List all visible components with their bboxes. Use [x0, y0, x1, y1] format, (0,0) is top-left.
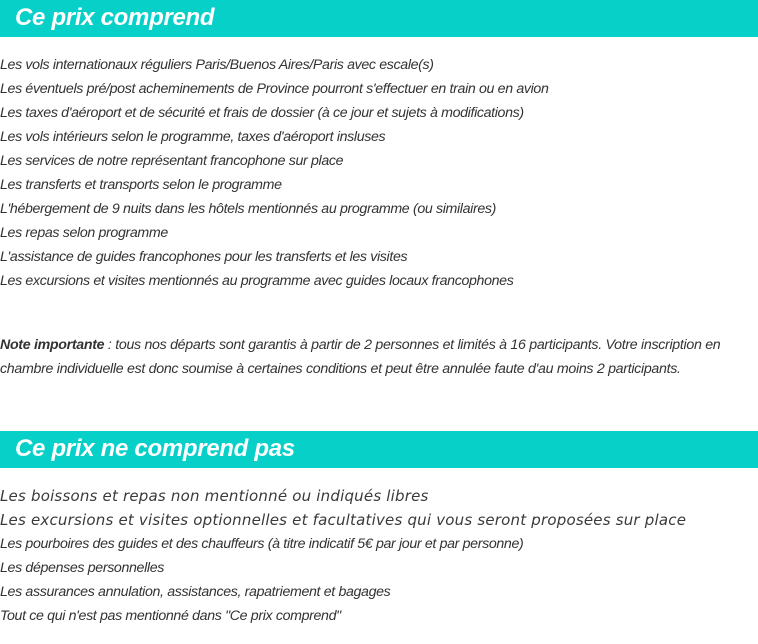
included-item: Les taxes d'aéroport et de sécurité et frais de dossier (à ce jour et sujets à modifications)	[0, 105, 524, 121]
included-item: Les repas selon programme	[0, 225, 168, 241]
excluded-item: Tout ce qui n'est pas mentionné dans "Ce prix comprend"	[0, 608, 341, 624]
excluded-item: Les dépenses personnelles	[0, 560, 164, 576]
excluded-item: Les excursions et visites optionnelles et facultatives qui vous seront proposées sur place	[0, 511, 687, 529]
excluded-list	[0, 484, 686, 628]
included-item: L'assistance de guides francophones pour les transferts et les visites	[0, 249, 408, 265]
included-item: Les éventuels pré/post acheminements de Province pourront s'effectuer en train ou en avion	[0, 81, 549, 97]
included-list	[0, 53, 549, 293]
included-item: L'hébergement de 9 nuits dans les hôtels mentionnés au programme (ou similaires)	[0, 201, 496, 217]
important-note	[0, 333, 750, 381]
excluded-item: Les assurances annulation, assistances, rapatriement et bagages	[0, 584, 391, 600]
included-item: Les services de notre représentant francophone sur place	[0, 153, 344, 169]
included-section-header	[0, 0, 758, 37]
included-section-title: Ce prix comprend	[15, 4, 215, 31]
included-item: Les transferts et transports selon le programme	[0, 177, 282, 193]
included-item: Les vols internationaux réguliers Paris/Buenos Aires/Paris avec escale(s)	[0, 57, 434, 73]
excluded-section-header	[0, 431, 758, 468]
included-item: Les vols intérieurs selon le programme, taxes d'aéroport insluses	[0, 129, 386, 145]
important-note-label: Note importante	[0, 337, 105, 353]
excluded-item: Les pourboires des guides et des chauffeurs (à titre indicatif 5€ par jour et par personne)	[0, 536, 524, 552]
included-item: Les excursions et visites mentionnés au programme avec guides locaux francophones	[0, 273, 514, 289]
excluded-item: Les boissons et repas non mentionné ou indiqués libres	[0, 487, 429, 505]
excluded-section-title: Ce prix ne comprend pas	[15, 435, 295, 462]
important-note-text: : tous nos départs sont garantis à partir de 2 personnes et limités à 16 participants. Votre inscription en chambre individuelle est donc soumise à certaines conditions et peut être annulée faute d'au moins 2 participants.	[0, 337, 721, 377]
